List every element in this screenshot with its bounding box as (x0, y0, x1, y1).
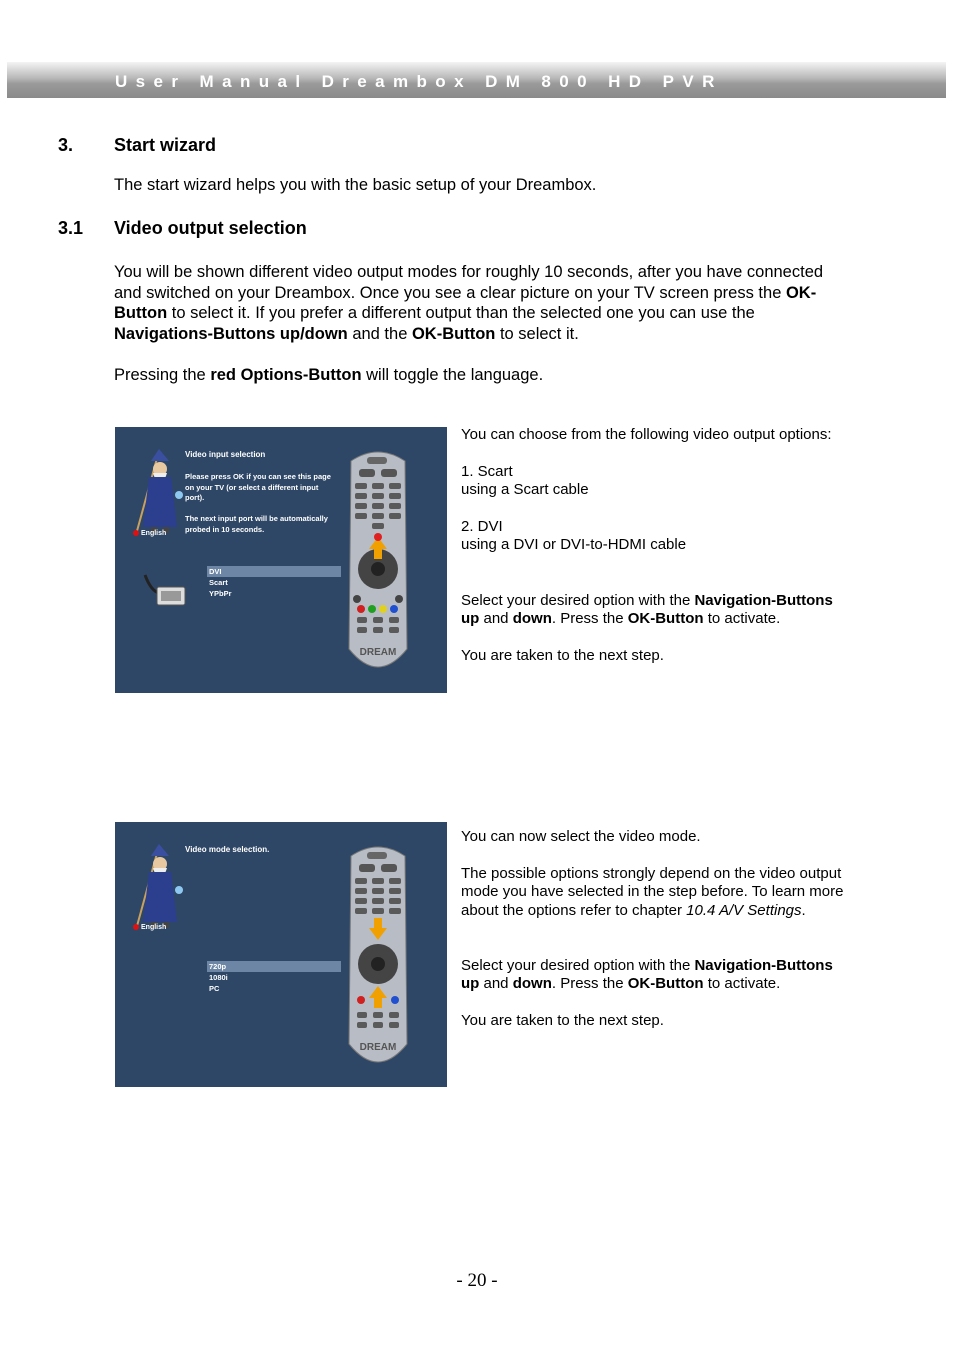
subsection-title: Video output selection (114, 218, 307, 238)
remote-brand: DREAM (359, 1042, 397, 1053)
list-item[interactable]: DVI (207, 566, 341, 577)
wizard-mascot-icon (129, 842, 185, 930)
subsection-number: 3.1 (58, 218, 84, 238)
remote-brand: DREAM (359, 647, 397, 658)
section-title: Start wizard (114, 135, 217, 155)
paragraph-language-toggle: Pressing the red Options-Button will toggle the language. (114, 366, 544, 384)
screen-title: Video input selection (185, 450, 266, 459)
list-item[interactable]: YPbPr (209, 589, 232, 598)
red-button-icon (133, 530, 139, 536)
description-video-mode: You can now select the video mode. The possible options strongly depend on the video output mode you have selected in the step before. To learn more about the options refer to chapter 10.4 A/V Settings. Select your desired option with the Navigation-Buttons up and down. Press the OK-Button to activate. You are taken to the next step. (461, 828, 844, 1030)
section-intro: The start wizard helps you with the basic setup of your Dreambox. (114, 176, 597, 194)
screen-title: Video mode selection. (185, 845, 270, 854)
list-item[interactable]: 720p (207, 961, 341, 972)
remote-control-icon (345, 449, 411, 675)
red-button-icon (133, 924, 139, 930)
screen-probe-notice: The next input port will be automatically probed in 10 seconds. (185, 514, 328, 534)
remote-control-icon (345, 844, 411, 1070)
screen-instruction: Please press OK if you can see this page on your TV (or select a different input port). (185, 472, 331, 502)
paragraph-output-modes: You will be shown different video output modes for roughly 10 seconds, after you have connected and switched on your Dreambox. Once you see a clear picture on your TV screen press the OK-Button to select it. If you prefer a different output than the selected one you can use the Navigations-Buttons up/down and the OK-Button to select it. (114, 263, 824, 343)
wizard-mascot-icon (129, 447, 185, 535)
header-title: User Manual Dreambox DM 800 HD PVR (115, 72, 723, 91)
list-item[interactable]: 1080i (209, 973, 228, 982)
section-number: 3. (58, 135, 74, 155)
output-option-list (207, 566, 341, 599)
language-indicator: English (133, 530, 166, 537)
screenshot-video-mode-selection (115, 822, 447, 1087)
screenshot-video-input-selection (115, 427, 447, 693)
list-item[interactable]: Scart (209, 578, 228, 587)
page-number: - 20 - (456, 1270, 498, 1291)
language-indicator: English (133, 924, 166, 931)
list-item[interactable]: PC (209, 984, 220, 993)
page-header-bar (7, 62, 946, 98)
description-output-options: You can choose from the following video output options: 1. Scart using a Scart cable 2. DVI using a DVI or DVI-to-HDMI cable Select your desired option with the Navigation-Buttons up and down. Press the OK-Button to activate. You are taken to the next step. (461, 426, 833, 664)
video-mode-list (207, 961, 341, 994)
dvi-cable-icon (141, 571, 189, 611)
